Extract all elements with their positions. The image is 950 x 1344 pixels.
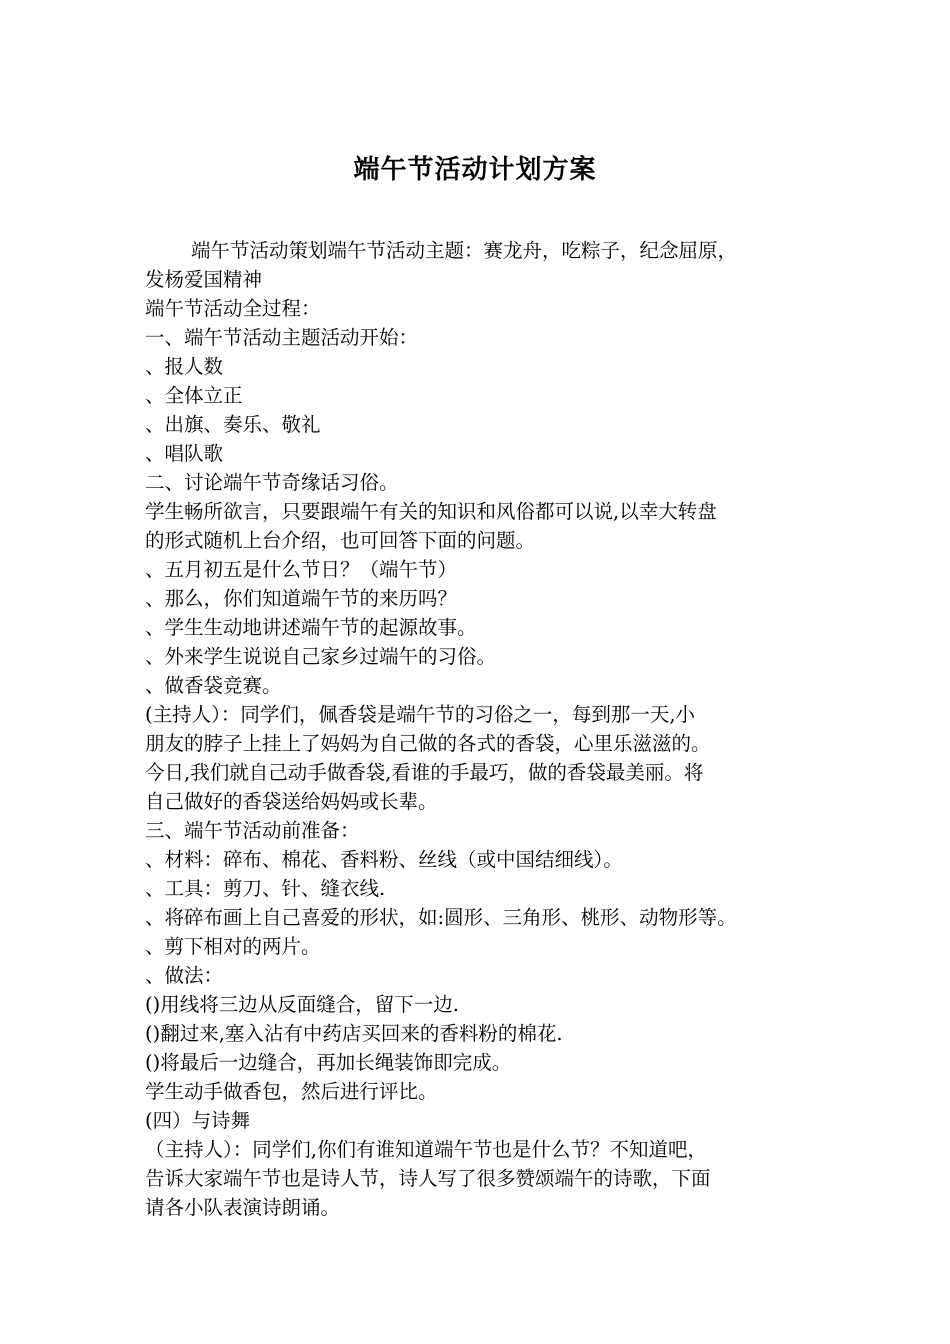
list-item: 、那么，你们知道端午节的来历吗？ <box>145 587 458 610</box>
list-item: 、工具：剪刀、针、缝衣线. <box>145 877 386 900</box>
paragraph-line: (主持人）：同学们，佩香袋是端午节的习俗之一，每到那一天,小 <box>145 703 696 726</box>
paragraph-line: 朋友的脖子上挂上了妈妈为自己做的各式的香袋，心里乐滋滋的。 <box>145 732 711 755</box>
list-item: 、做法： <box>145 964 224 987</box>
paragraph-line: 请各小队表演诗朗诵。 <box>145 1196 341 1219</box>
list-item: 、唱队歌 <box>145 442 224 465</box>
list-item: ()将最后一边缝合，再加长绳装饰即完成。 <box>145 1051 512 1074</box>
list-item: 、外来学生说说自己家乡过端午的习俗。 <box>145 645 497 668</box>
list-item: 、学生生动地讲述端午节的起源故事。 <box>145 616 477 639</box>
paragraph-line: 今日,我们就自己动手做香袋,看谁的手最巧，做的香袋最美丽。将 <box>145 761 704 784</box>
section-heading: 端午节活动全过程： <box>145 297 321 320</box>
document-title: 端午节活动计划方案 <box>353 155 597 185</box>
paragraph-line: 学生畅所欲言，只要跟端午有关的知识和风俗都可以说,以幸大转盘 <box>145 500 717 523</box>
document-body <box>145 236 825 1222</box>
section-heading: 二、讨论端午节奇缘话习俗。 <box>145 471 399 494</box>
list-item: 、将碎布画上自己喜爱的形状，如:圆形、三角形、桃形、动物形等。 <box>145 906 737 929</box>
list-item: 、剪下相对的两片。 <box>145 935 321 958</box>
list-item: 、出旗、奏乐、敬礼 <box>145 413 321 436</box>
paragraph-line: 的形式随机上台介绍，也可回答下面的问题。 <box>145 529 536 552</box>
paragraph-line: 端午节活动策划端午节活动主题：赛龙舟，吃粽子，纪念屈原， <box>191 239 738 262</box>
section-heading: 一、端午节活动主题活动开始： <box>145 326 419 349</box>
section-heading: 三、端午节活动前准备： <box>145 819 360 842</box>
list-item: 、报人数 <box>145 355 224 378</box>
paragraph-line: 发杨爱国精神 <box>145 268 263 291</box>
section-heading: (四）与诗舞 <box>145 1109 251 1132</box>
paragraph-line: 学生动手做香包，然后进行评比。 <box>145 1080 438 1103</box>
paragraph-line: （主持人）：同学们,你们有谁知道端午节也是什么节？不知道吧， <box>145 1138 707 1161</box>
list-item: 、做香袋竞赛。 <box>145 674 282 697</box>
paragraph-line: 自己做好的香袋送给妈妈或长辈。 <box>145 790 438 813</box>
paragraph-line: 告诉大家端午节也是诗人节，诗人写了很多赞颂端午的诗歌，下面 <box>145 1167 711 1190</box>
list-item: 、五月初五是什么节日？（端午节） <box>145 558 458 581</box>
list-item: 、材料：碎布、棉花、香料粉、丝线（或中国结细线）。 <box>145 848 623 871</box>
list-item: ()翻过来,塞入沾有中药店买回来的香料粉的棉花. <box>145 1022 563 1045</box>
list-item: 、全体立正 <box>145 384 243 407</box>
list-item: ()用线将三边从反面缝合，留下一边. <box>145 993 459 1016</box>
